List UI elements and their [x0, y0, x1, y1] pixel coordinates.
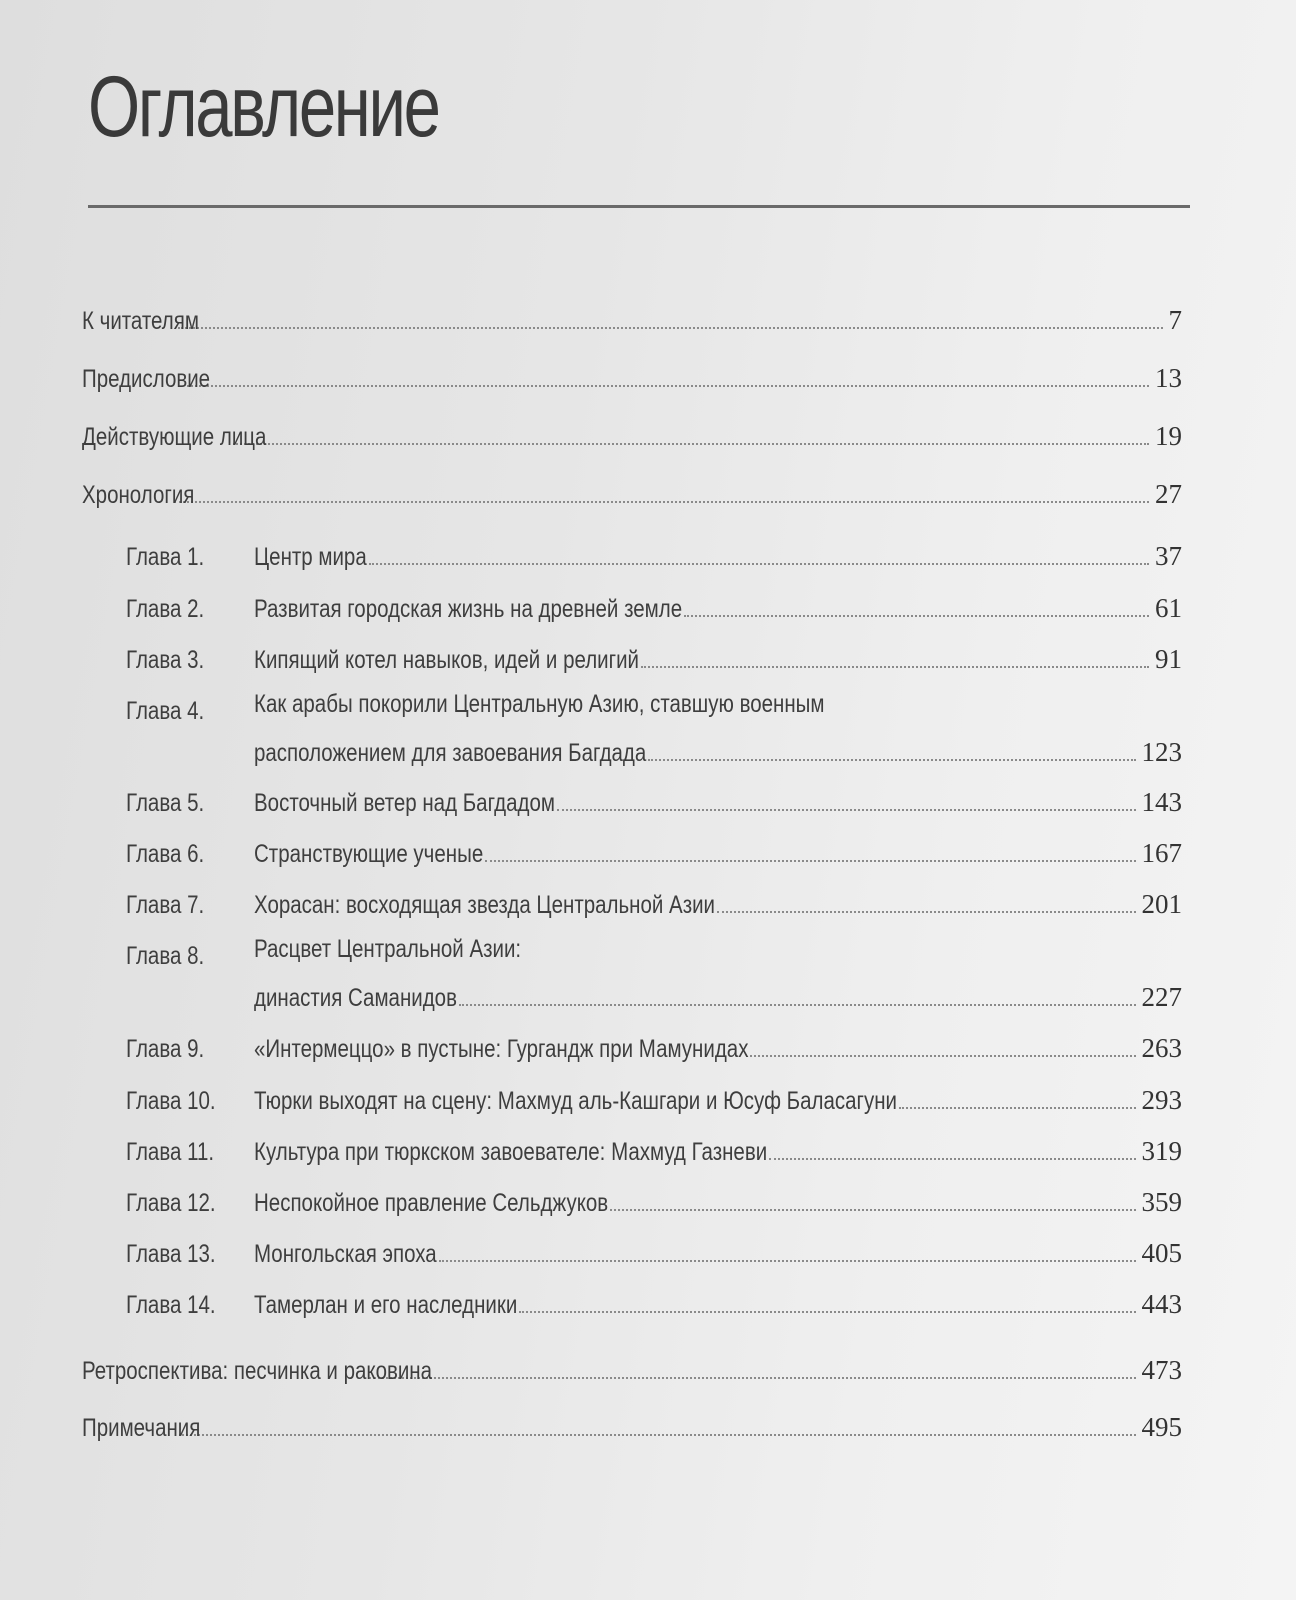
chapter-title-last-line [254, 1233, 1182, 1269]
chapter-title-block [254, 639, 1182, 675]
toc-entry-chapter-3[interactable] [126, 639, 1182, 675]
toc-entry-chapter-6[interactable] [126, 833, 1182, 869]
chapter-title-block [254, 782, 1182, 818]
chapter-title-line: Как арабы покорили Центральную Азию, ставшую военным [254, 690, 825, 718]
dot-leader [369, 563, 1149, 565]
chapter-title: Тамерлан и его наследники [254, 1291, 518, 1319]
dot-leader [485, 860, 1135, 862]
toc-entry-label: Хронология [82, 481, 195, 509]
chapter-title-block [254, 536, 1182, 572]
chapter-title: Кипящий котел навыков, идей и религий [254, 646, 640, 674]
chapter-title-last-line [254, 639, 1182, 675]
chapter-number: Глава 5. [126, 789, 205, 817]
toc-entry-chapter-4[interactable] [126, 690, 1182, 768]
toc-page-number: 443 [1141, 1289, 1182, 1319]
dot-leader [717, 911, 1136, 913]
toc-entry-chapter-12[interactable] [126, 1182, 1182, 1218]
chapter-title-block [254, 833, 1182, 869]
toc-entry-label: Примечания [82, 1414, 201, 1442]
toc-entry-chapter-7[interactable] [126, 884, 1182, 920]
chapter-title-block [254, 884, 1182, 920]
toc-entry-chapter-8[interactable] [126, 935, 1182, 1013]
dot-leader [233, 443, 1149, 445]
chapter-number: Глава 9. [126, 1035, 205, 1063]
chapter-title-block [254, 690, 1182, 768]
chapter-title-block [254, 1284, 1182, 1320]
toc-entry-chapter-9[interactable] [126, 1028, 1182, 1064]
toc-page-number: 143 [1141, 787, 1182, 817]
toc-entry-chapter-13[interactable] [126, 1233, 1182, 1269]
toc-page-number: 13 [1155, 363, 1182, 393]
chapter-title-last-line [254, 732, 1182, 768]
chapter-number: Глава 14. [126, 1291, 216, 1319]
dot-leader [641, 666, 1149, 668]
chapter-number: Глава 8. [126, 942, 205, 970]
chapter-number: Глава 3. [126, 646, 205, 674]
toc-page-number: 19 [1155, 421, 1182, 451]
chapter-number: Глава 1. [126, 543, 205, 571]
toc-page-number: 123 [1141, 737, 1182, 767]
chapter-title: Развитая городская жизнь на древней земле [254, 595, 683, 623]
toc-page-number: 473 [1141, 1355, 1182, 1385]
page-title: Оглавление [88, 59, 439, 155]
chapter-title-line: Расцвет Центральной Азии: [254, 935, 522, 963]
chapter-number: Глава 4. [126, 697, 205, 725]
title-divider [88, 205, 1190, 208]
chapter-number: Глава 13. [126, 1240, 216, 1268]
chapter-title-last-line [254, 1182, 1182, 1218]
toc-page-number: 405 [1141, 1238, 1182, 1268]
chapter-title-last-line [254, 588, 1182, 624]
chapter-title-last-line [254, 782, 1182, 818]
dot-leader [899, 1107, 1136, 1109]
chapter-title: династия Саманидов [254, 984, 457, 1012]
chapter-number: Глава 7. [126, 891, 205, 919]
chapter-title: Культура при тюркском завоевателе: Махмуд Газневи [254, 1138, 768, 1166]
toc-page-number: 167 [1141, 838, 1182, 868]
chapter-title: расположением для завоевания Багдада [254, 739, 647, 767]
toc-entry-label: Ретроспектива: песчинка и раковина [82, 1357, 433, 1385]
chapter-title-last-line [254, 833, 1182, 869]
dot-leader [439, 1260, 1136, 1262]
toc-entry-label: Предисловие [82, 365, 211, 393]
toc-entry-back-1[interactable] [82, 1407, 1182, 1443]
chapter-title-last-line [254, 1131, 1182, 1167]
toc-entry-front-2[interactable] [82, 416, 1182, 452]
dot-leader [610, 1209, 1135, 1211]
dot-leader [178, 327, 1163, 329]
toc-page-number: 37 [1155, 541, 1182, 571]
dot-leader [369, 1377, 1135, 1379]
toc-entry-chapter-2[interactable] [126, 588, 1182, 624]
chapter-number: Глава 10. [126, 1087, 216, 1115]
toc-entry-chapter-14[interactable] [126, 1284, 1182, 1320]
dot-leader [769, 1158, 1135, 1160]
chapter-title-last-line [254, 1028, 1182, 1064]
toc-entry-label: К читателям [82, 307, 199, 335]
toc-page-number: 201 [1141, 889, 1182, 919]
toc-entry-chapter-10[interactable] [126, 1080, 1182, 1116]
chapter-title-last-line [254, 884, 1182, 920]
dot-leader [750, 1055, 1135, 1057]
chapter-number: Глава 12. [126, 1189, 216, 1217]
chapter-title: Восточный ветер над Багдадом [254, 789, 555, 817]
dot-leader [179, 1434, 1135, 1436]
chapter-title-last-line [254, 1284, 1182, 1320]
toc-entry-chapter-1[interactable] [126, 536, 1182, 572]
dot-leader [684, 615, 1149, 617]
chapter-title-last-line [254, 977, 1182, 1013]
chapter-title: Центр мира [254, 543, 367, 571]
toc-page-number: 27 [1155, 479, 1182, 509]
chapter-title-last-line [254, 536, 1182, 572]
toc-page-number: 7 [1168, 305, 1182, 335]
toc-page-number: 263 [1141, 1033, 1182, 1063]
toc-page-number: 91 [1155, 644, 1182, 674]
chapter-title: Тюрки выходят на сцену: Махмуд аль-Кашгари и Юсуф Баласагуни [254, 1087, 898, 1115]
dot-leader [557, 809, 1136, 811]
chapter-title-block [254, 1080, 1182, 1116]
chapter-title: Неспокойное правление Сельджуков [254, 1189, 609, 1217]
chapter-title-block [254, 588, 1182, 624]
dot-leader [519, 1311, 1135, 1313]
toc-entry-chapter-5[interactable] [126, 782, 1182, 818]
toc-page-number: 61 [1155, 593, 1182, 623]
chapter-title: «Интермеццо» в пустыне: Гургандж при Мамунидах [254, 1035, 749, 1063]
toc-page-number: 319 [1141, 1136, 1182, 1166]
dot-leader [648, 759, 1135, 761]
chapter-title-last-line [254, 1080, 1182, 1116]
chapter-title: Хорасан: восходящая звезда Центральной Азии [254, 891, 716, 919]
toc-page-number: 227 [1141, 982, 1182, 1012]
dot-leader [174, 501, 1149, 503]
toc-entry-chapter-11[interactable] [126, 1131, 1182, 1167]
chapter-number: Глава 2. [126, 595, 205, 623]
chapter-title-block [254, 935, 1182, 1013]
dot-leader [459, 1004, 1136, 1006]
toc-page-number: 495 [1141, 1412, 1182, 1442]
chapter-title-block [254, 1131, 1182, 1167]
chapter-title: Монгольская эпоха [254, 1240, 437, 1268]
dot-leader [187, 385, 1149, 387]
chapter-title-block [254, 1182, 1182, 1218]
toc-entry-front-3[interactable] [82, 474, 1182, 510]
chapter-title-block [254, 1233, 1182, 1269]
chapter-title-block [254, 1028, 1182, 1064]
toc-entry-front-0[interactable] [82, 300, 1182, 336]
toc-page-number: 293 [1141, 1085, 1182, 1115]
toc-page-number: 359 [1141, 1187, 1182, 1217]
chapter-number: Глава 11. [126, 1138, 215, 1166]
toc-entry-front-1[interactable] [82, 358, 1182, 394]
toc-entry-label: Действующие лица [82, 423, 267, 451]
toc-entry-back-0[interactable] [82, 1350, 1182, 1386]
chapter-number: Глава 6. [126, 840, 205, 868]
chapter-title: Странствующие ученые [254, 840, 484, 868]
